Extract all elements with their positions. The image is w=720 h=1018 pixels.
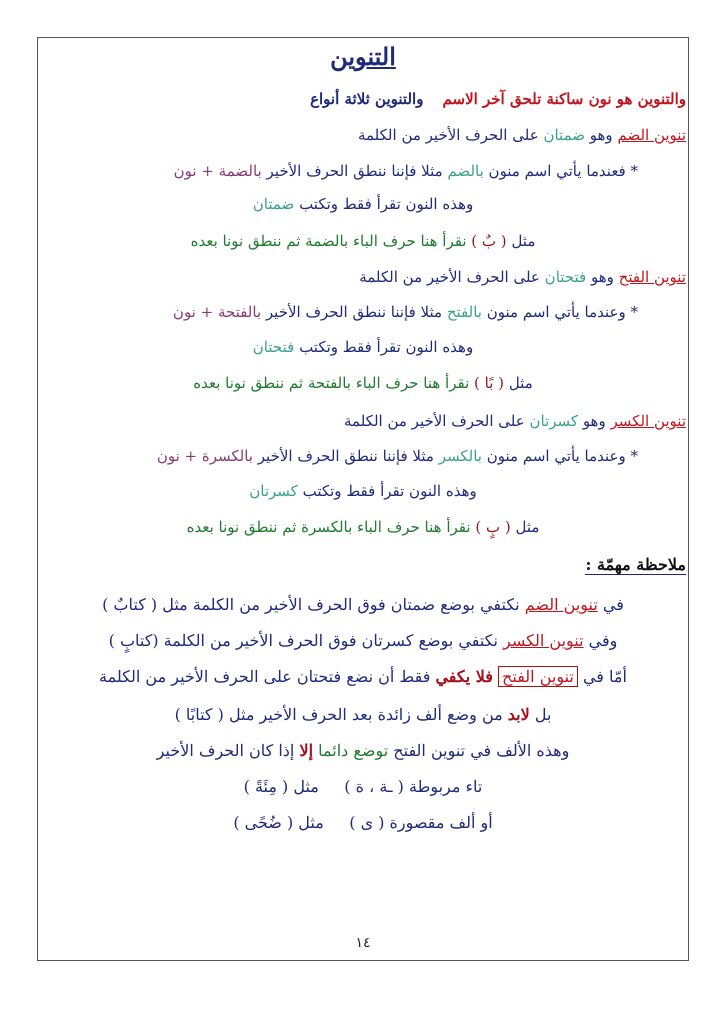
note-l3-a: أمّا في — [582, 667, 627, 686]
kasr-write-a: وهذه النون تقرأ فقط وتكتب — [302, 482, 477, 500]
page-number: ١٤ — [355, 935, 371, 951]
note-heading-text: ملاحظة مهمّة : — [585, 555, 686, 574]
note-l2-c: نكتفي بوضع كسرتان فوق الحرف الأخير من الكلمة (كتابٍ ) — [108, 631, 498, 650]
dhamm-rule-c: مثلا فإننا ننطق الحرف الأخير — [266, 162, 443, 180]
kasr-rule-b: بالكسر — [438, 447, 482, 465]
fath-rule-d: بالفتحة + نون — [172, 303, 262, 321]
note-l2-a: وفي — [588, 631, 618, 650]
fath-writing — [40, 336, 686, 358]
note-line-5 — [40, 739, 686, 763]
fath-rule-a: * وعندما يأتي اسم منون — [486, 303, 638, 321]
intro-types: والتنوين ثلاثة أنواع — [310, 90, 424, 108]
fath-ex-b: ( بًا ) — [474, 374, 505, 392]
note-l5-a: وهذه الألف في تنوين الفتح — [393, 741, 570, 760]
fath-desc-b: فتحتان — [544, 268, 587, 286]
note-line-4 — [40, 703, 686, 727]
kasr-rule — [157, 445, 638, 467]
fath-rule-c: مثلا فإننا ننطق الحرف الأخير — [265, 303, 443, 321]
fath-heading: تنوين الفتح — [618, 268, 686, 286]
kasr-example — [40, 516, 686, 538]
fath-rule-b: بالفتح — [446, 303, 482, 321]
dhamm-write-b: ضمتان — [252, 195, 295, 213]
intro-line — [310, 88, 686, 110]
fath-write-a: وهذه النون تقرأ فقط وتكتب — [299, 338, 474, 356]
dhamm-rule-a: * فعندما يأتي اسم منون — [488, 162, 638, 180]
note-l4-b: لابد — [507, 705, 530, 724]
kasr-ex-c: نقرأ هنا حرف الباء بالكسرة ثم ننطق نونا بعده — [186, 518, 471, 536]
dhamm-rule-b: بالضم — [447, 162, 484, 180]
note-l7-b: مثل ( ضُحًى ) — [233, 813, 324, 832]
kasr-desc-b: كسرتان — [529, 412, 579, 430]
note-l3-c: فلا يكفي — [435, 667, 493, 686]
kasr-rule-c: مثلا فإننا ننطق الحرف الأخير — [257, 447, 434, 465]
kasr-description — [344, 410, 686, 432]
note-l4-a: بل — [534, 705, 552, 724]
dhamm-rule — [174, 160, 638, 182]
dhamm-ex-b: ( بٌ ) — [471, 232, 507, 250]
dhamm-write-a: وهذه النون تقرأ فقط وتكتب — [299, 195, 474, 213]
dhamm-description — [358, 124, 686, 146]
fath-description — [359, 266, 686, 288]
dhamm-ex-c: نقرأ هنا حرف الباء بالضمة ثم ننطق نونا بعده — [190, 232, 467, 250]
dhamm-heading: تنوين الضم — [617, 126, 686, 144]
kasr-rule-a: * وعندما يأتي اسم منون — [486, 447, 638, 465]
kasr-desc-a: وهو — [582, 412, 606, 430]
note-heading — [585, 554, 686, 576]
title-text: التنوين — [330, 42, 396, 71]
note-l4-c: من وضع ألف زائدة بعد الحرف الأخير مثل ( كتابًا ) — [174, 705, 503, 724]
kasr-ex-b: ( بٍ ) — [475, 518, 511, 536]
note-l3-d: فقط أن نضع فتحتان على الحرف الأخير من الكلمة — [99, 667, 431, 686]
note-l3-b: تنوين الفتح — [498, 666, 578, 687]
page-title — [40, 42, 686, 71]
note-line-2 — [40, 629, 686, 653]
dhamm-ex-a: مثل — [511, 232, 536, 250]
note-l5-d: إذا كان الحرف الأخير — [156, 741, 295, 760]
fath-example — [40, 372, 686, 394]
kasr-ex-a: مثل — [515, 518, 540, 536]
dhamm-desc-b: ضمتان — [543, 126, 585, 144]
intro-definition: والتنوين هو نون ساكنة تلحق آخر الاسم — [442, 90, 686, 108]
fath-desc-c: على الحرف الأخير من الكلمة — [359, 268, 540, 286]
fath-ex-a: مثل — [508, 374, 533, 392]
note-l5-c: إلا — [299, 741, 314, 760]
fath-ex-c: نقرأ هنا حرف الباء بالفتحة ثم ننطق نونا بعده — [193, 374, 470, 392]
dhamm-desc-c: على الحرف الأخير من الكلمة — [357, 126, 539, 144]
note-l1-c: نكتفي بوضع ضمتان فوق الحرف الأخير من الكلمة مثل ( كتابٌ ) — [102, 595, 520, 614]
kasr-writing — [40, 480, 686, 502]
dhamm-example — [40, 230, 686, 252]
kasr-rule-d: بالكسرة + نون — [156, 447, 253, 465]
dhamm-writing — [40, 193, 686, 215]
note-l6-a: تاء مربوطة ( ـة ، ة ) — [344, 777, 483, 796]
note-l1-b: تنوين الضم — [524, 595, 598, 614]
note-l6-b: مثل ( مِئَةً ) — [243, 777, 319, 796]
note-l7-a: أو ألف مقصورة ( ى ) — [349, 813, 493, 832]
note-line-1 — [40, 593, 686, 617]
note-l1-a: في — [602, 595, 624, 614]
document-page — [40, 40, 686, 958]
fath-rule — [173, 301, 638, 323]
note-l2-b: تنوين الكسر — [503, 631, 584, 650]
kasr-desc-c: على الحرف الأخير من الكلمة — [343, 412, 525, 430]
note-line-7 — [40, 811, 686, 835]
note-line-3 — [40, 665, 686, 689]
dhamm-rule-d: بالضمة + نون — [173, 162, 262, 180]
note-l5-b: توضع دائما — [318, 741, 389, 760]
note-line-6 — [40, 775, 686, 799]
kasr-heading: تنوين الكسر — [610, 412, 686, 430]
dhamm-desc-a: وهو — [589, 126, 613, 144]
kasr-write-b: كسرتان — [249, 482, 298, 500]
fath-desc-a: وهو — [590, 268, 614, 286]
fath-write-b: فتحتان — [252, 338, 295, 356]
